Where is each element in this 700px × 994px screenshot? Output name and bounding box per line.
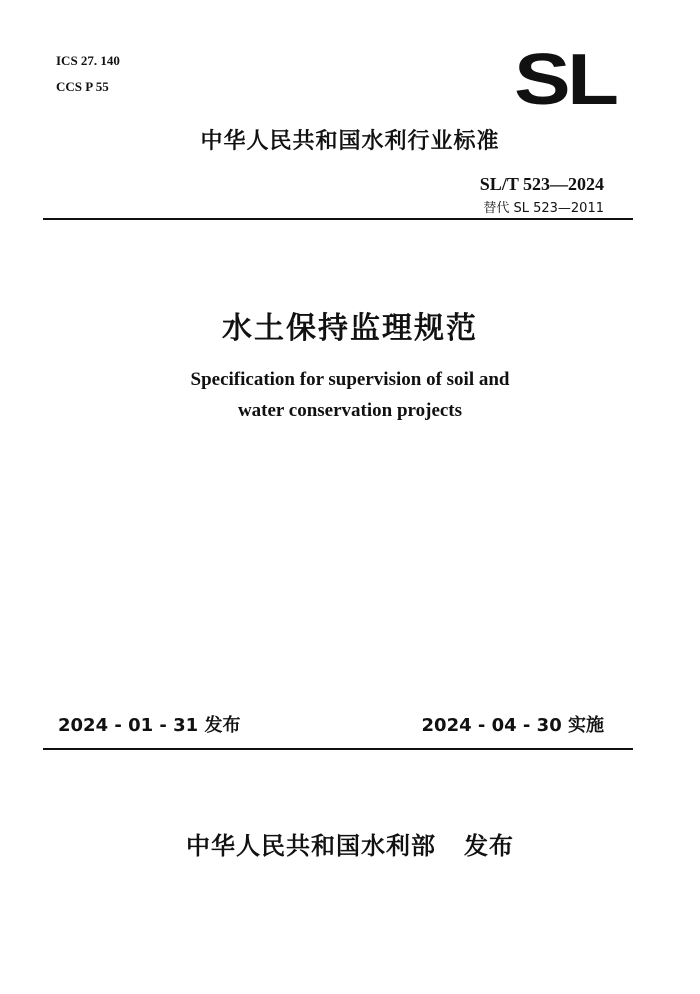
issue-date: 2024 - 01 - 31 发布 (58, 715, 241, 736)
ics-code: ICS 27. 140 (56, 53, 120, 68)
effective-date: 2024 - 04 - 30 实施 (421, 715, 604, 736)
divider-top (43, 218, 633, 220)
title-english-line1: Specification for supervision of soil and (190, 369, 510, 390)
publisher: 中华人民共和国水利部 发布 (185, 832, 515, 860)
title-chinese: 水土保持监理规范 (222, 311, 478, 346)
replaces-note: 替代 SL 523—2011 (483, 201, 604, 216)
title-english-line2: water conservation projects (237, 400, 463, 421)
standard-number: SL/T 523—2024 (479, 174, 604, 194)
standard-category: 中华人民共和国水利行业标准 (200, 129, 500, 154)
title-english (0, 364, 700, 426)
sl-logo: SL (514, 40, 616, 120)
divider-bottom (43, 748, 633, 750)
ccs-code: CCS P 55 (56, 79, 109, 94)
